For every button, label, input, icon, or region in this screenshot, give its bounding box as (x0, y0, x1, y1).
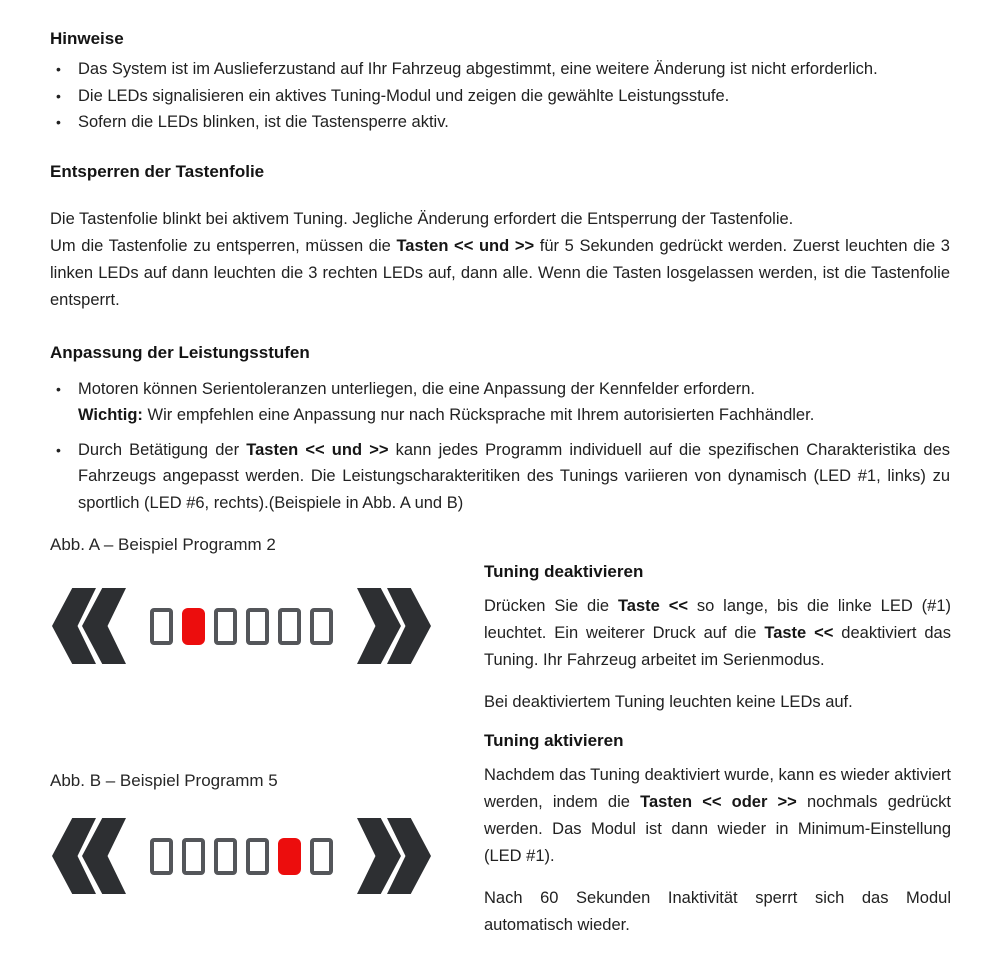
paragraph: Nach 60 Sekunden Inaktivität sperrt sich das Modul automatisch wieder. (484, 889, 951, 934)
led-indicator (246, 608, 269, 645)
heading-tuning-aktivieren: Tuning aktivieren (484, 731, 624, 750)
text-run: deaktiviert das Tuning. Ihr Fahrzeug arbeitet im Serienmodus. (484, 624, 951, 669)
led-indicator (150, 608, 173, 645)
paragraph: Die Tastenfolie blinkt bei aktivem Tuning. Jegliche Änderung erfordert die Entsperrung der Tastenfolie. (50, 209, 794, 228)
paragraph (484, 593, 951, 674)
led-indicator (278, 608, 301, 645)
led-indicator (246, 838, 269, 875)
figure-b-caption: Abb. B – Beispiel Programm 5 (50, 771, 278, 790)
figure-a-caption: Abb. A – Beispiel Programm 2 (50, 535, 276, 554)
bold-run-wichtig: Wichtig: (78, 406, 143, 424)
list-item (50, 437, 950, 517)
led-indicator (310, 838, 333, 875)
paragraph (50, 233, 950, 314)
right-text-column (484, 562, 951, 939)
bold-run-tasten: Tasten << oder >> (640, 793, 797, 811)
text-run: kann jedes Programm individuell auf die spezifischen Charakteristika des Fahrzeugs angepasst werden. Die Leistungscharakteritiken des Tunings variieren von dynamisch (LED #1, links) zu sportlich (LED #6, rechts).(Beispiele in Abb. A und B) (78, 440, 950, 512)
led-strip (150, 608, 333, 645)
paragraph (484, 762, 951, 870)
bullet-text: Das System ist im Auslieferzustand auf Ihr Fahrzeug abgestimmt, eine weitere Änderung ist nicht erforderlich. (78, 60, 878, 78)
bullet-marker: • (56, 87, 61, 104)
heading-tuning-deaktivieren: Tuning deaktivieren (484, 562, 644, 581)
bullet-marker: • (56, 380, 61, 397)
text-run: für 5 Sekunden gedrückt werden. Zuerst leuchten die 3 linken LEDs auf dann leuchten die 3 rechten LEDs auf, dann alle. Wenn die Tasten losgelassen werden, ist die Tastenfolie entsperrt. (50, 236, 950, 309)
led-indicator-active (182, 608, 205, 645)
text-run: Drücken Sie die (484, 597, 618, 615)
bold-run-tasten: Tasten << und >> (246, 440, 389, 459)
hinweise-bullet-list (50, 56, 950, 136)
bold-run-tasten: Tasten << und >> (396, 236, 535, 255)
bullet-text: Die LEDs signalisieren ein aktives Tuning-Modul und zeigen die gewählte Leistungsstufe. (78, 86, 730, 105)
anpassung-bullet-list (50, 376, 950, 517)
list-item (50, 56, 950, 83)
text-run: Wir empfehlen eine Anpassung nur nach Rücksprache mit Ihrem autorisierten Fachhändler. (142, 406, 815, 424)
led-indicator (214, 838, 237, 875)
section-heading-anpassung: Anpassung der Leistungsstufen (50, 342, 310, 362)
list-item (50, 83, 950, 110)
text-run: Um die Tastenfolie zu entsperren, müssen die (50, 236, 397, 255)
figure-a-led-panel (52, 587, 431, 665)
bold-run-taste: Taste << (617, 597, 688, 615)
section-heading-hinweise: Hinweise (50, 29, 124, 48)
double-chevron-right-icon (357, 818, 431, 894)
figure-b-led-panel (52, 817, 431, 895)
bullet-marker: • (56, 61, 61, 77)
led-strip (150, 838, 333, 875)
text-run: Durch Betätigung der (78, 440, 247, 459)
double-chevron-left-icon (52, 818, 126, 894)
led-indicator (150, 838, 173, 875)
list-item (50, 109, 950, 136)
bullet-marker: • (56, 441, 61, 458)
led-indicator (214, 608, 237, 645)
entsperren-paragraphs (50, 206, 950, 314)
text-run: so lange, bis die linke LED (#1) leuchtet. Ein weiterer Druck auf die (484, 597, 952, 642)
led-indicator-active (278, 838, 301, 875)
list-item (50, 376, 950, 429)
text-run: nochmals gedrückt werden. Das Modul ist dann wieder in Minimum-Einstellung (LED #1). (484, 793, 951, 865)
bullet-marker: • (56, 114, 61, 130)
figure-area (50, 535, 950, 935)
text-run: Nachdem das Tuning deaktiviert wurde, kann es wieder aktiviert werden, indem die (484, 766, 951, 811)
section-heading-entsperren: Entsperren der Tastenfolie (50, 161, 265, 181)
led-indicator (310, 608, 333, 645)
bullet-text: Sofern die LEDs blinken, ist die Tastensperre aktiv. (78, 113, 449, 131)
double-chevron-left-icon (52, 588, 126, 664)
led-indicator (182, 838, 205, 875)
paragraph: Bei deaktiviertem Tuning leuchten keine LEDs auf. (484, 693, 853, 711)
double-chevron-right-icon (357, 588, 431, 664)
bold-run-taste: Taste << (764, 624, 834, 642)
bullet-text: Motoren können Serientoleranzen unterliegen, die eine Anpassung der Kennfelder erfordern. (78, 379, 755, 398)
